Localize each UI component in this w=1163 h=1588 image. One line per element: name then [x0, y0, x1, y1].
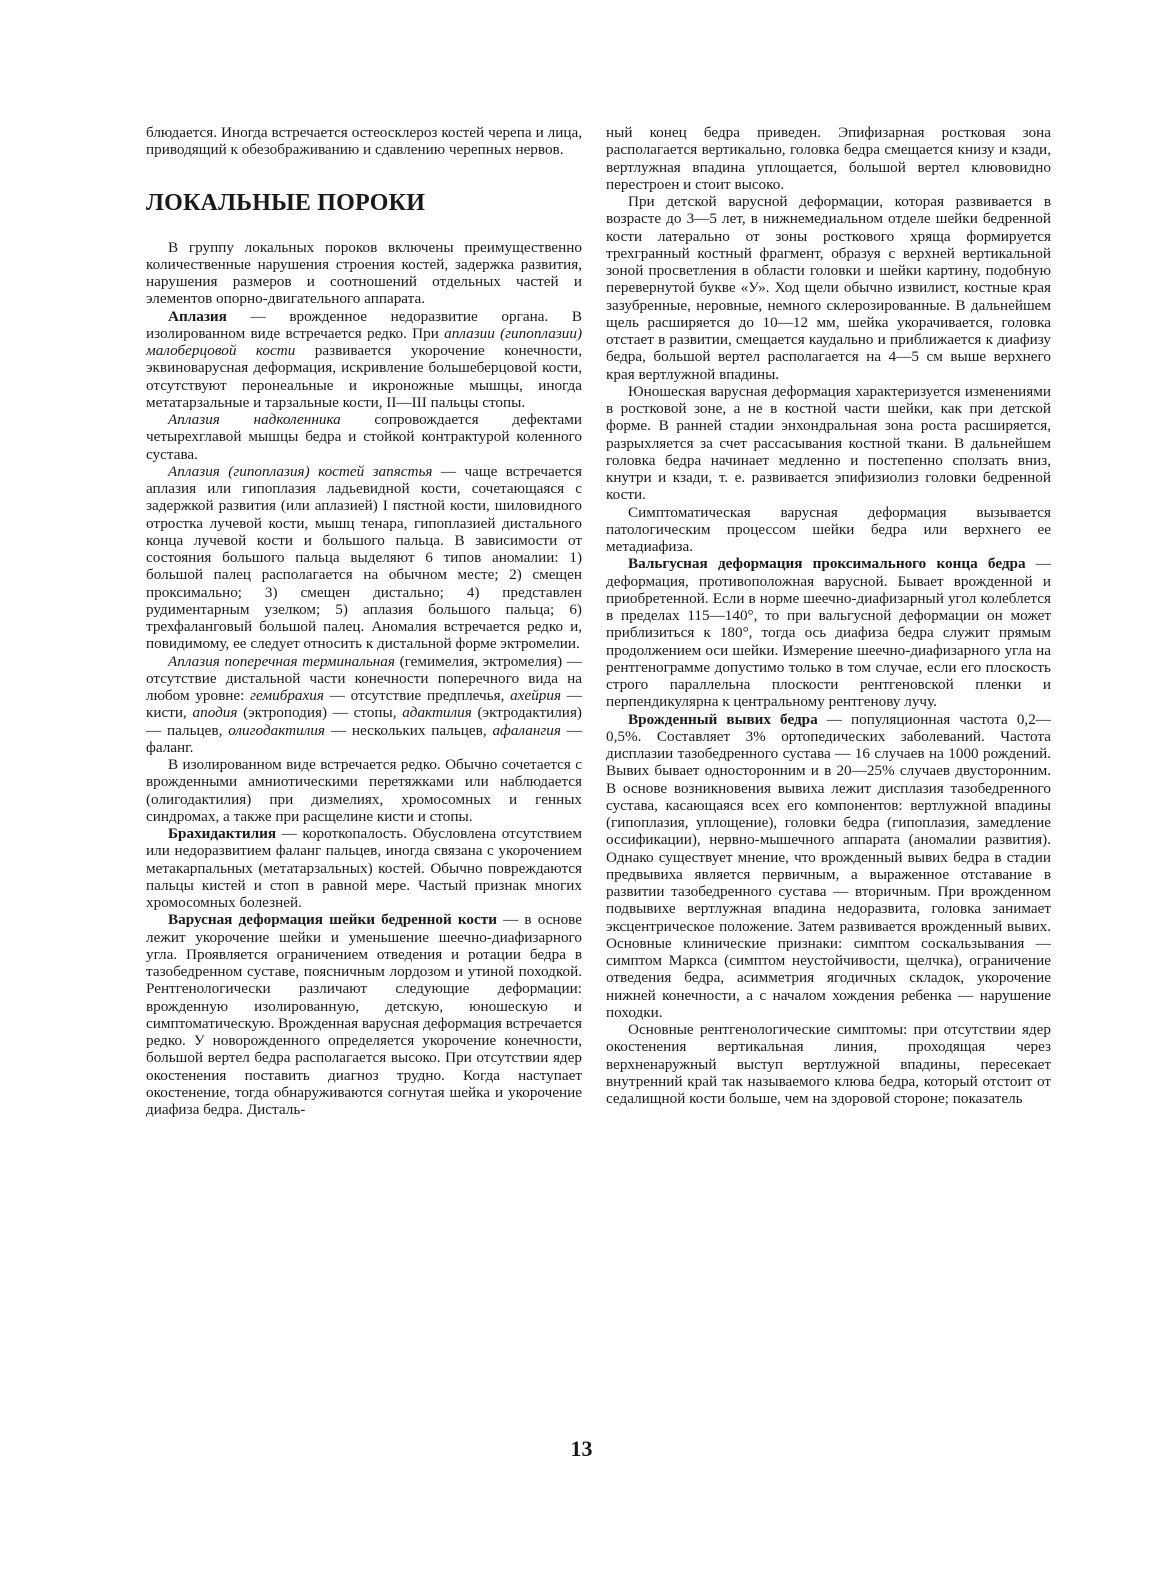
- text: развивается укорочение конечности, эквиноварусная деформация, искривление большеберцовой кости, отсутствуют перонеальные и икроножные мышцы, иногда метатарзальные и тарзальные кости, II—III пальцы стопы.: [146, 342, 582, 411]
- left-column: [146, 124, 582, 1118]
- term-italic: адактилия: [402, 704, 472, 722]
- text: (эктродактилия) — пальцев,: [146, 704, 582, 739]
- text: (эктроподия) — стопы,: [237, 704, 403, 722]
- term-italic: олигодактилия: [228, 721, 325, 739]
- paragraph: Юношеская варусная деформация характеризуется изменениями в ростковой зоне, а не в костной части шейки, как при детской форме. В ранней стадии энхондральная зона роста расширяется, разрыхляется за счет рассасывания костной ткани. В дальнейшем головка бедра начинает медленно и постепенно сползать вниз, кнутри и кзади, т. е. развивается эпифизиолиз головки бедренной кости.: [606, 382, 1051, 504]
- text: (гемимелия, эктромелия) — отсутствие дистальной части конечности поперечного вида на любом уровне:: [146, 652, 583, 704]
- text: — фаланг.: [146, 721, 582, 756]
- paragraph: [146, 825, 582, 911]
- paragraph: При детской варусной деформации, которая развивается в возрасте до 3—5 лет, в нижнемедиальном отделе шейки бедренной кости латерально от зоны росткового хряща формируется трехгранный костный фрагмент, образуя с верхней вертикальной зоной просветления в области головки и шейки картину, подобную перевернутой букве «У». Ход щели обычно извилист, костные края зазубренные, неровные, немного склерозированные. В дальнейшем щель расширяется до 10—12 мм, шейка укорачивается, головка отстает в развитии, смещается каудально и приближается к диафизу бедра, большой вертел располагается на 4—5 см выше верхнего края вертлужной впадины.: [606, 193, 1051, 383]
- text: — в основе лежит укорочение шейки и уменьшение шеечно-диафизарного угла. Проявляется ограничением отведения и ротации бедра в тазобедренном суставе, поясничным лордозом и утиной походкой. Рентгенологически различают следующие деформации: врожденную изолированную, детскую, юношескую и симптоматическую. Врожденная варусная деформация встречается редко. У новорожденного определяется укорочение конечности, большой вертел бедра располагается высоко. При отсутствии ядер окостенения поставить диагноз трудно. Когда наступает окостенение, тогда обнаруживаются согнутая шейка и укорочение диафиза бедра. Дисталь-: [146, 911, 582, 1118]
- term: Аплазия: [168, 307, 227, 325]
- term-italic: Аплазия надколенника: [168, 411, 341, 428]
- right-column: [606, 124, 1051, 1107]
- paragraph: [146, 463, 582, 653]
- paragraph: В изолированном виде встречается редко. Обычно сочетается с врожденными амниотическими перетяжками или наблюдается (олигодактилия) при дизмелиях, хромосомных и генных синдромах, а также при расщелине кисти и стопы.: [146, 756, 582, 825]
- text: — деформация, противоположная варусной. Бывает врожденной и приобретенной. Если в норме шеечно-диафизарный угол колеблется в пределах 115—140°, то при вальгусной деформации он может приблизиться к 180°, тогда ось диафиза бедра служит прямым продолжением оси шейки. Измерение шеечно-диафизарного угла на рентгенограмме допустимо только в том случае, если его плоскость строго параллельна плоскости рентгеновской пленки и перпендикулярна к центральному рентгенову лучу.: [606, 555, 1051, 711]
- paragraph: [146, 308, 582, 412]
- text: — нескольких пальцев,: [324, 721, 493, 739]
- text: — кисти,: [146, 687, 583, 722]
- term-italic: Аплазия поперечная терминальная: [168, 652, 395, 670]
- paragraph: [146, 653, 582, 757]
- paragraph: Основные рентгенологические симптомы: при отсутствии ядер окостенения вертикальная линия, проходящая через верхненаружный выступ вертлужной впадины, пересекает внутренний край так называемого клюва бедра, который отстоит от седалищной кости больше, чем на здоровой стороне; показатель: [606, 1021, 1051, 1107]
- paragraph: ный конец бедра приведен. Эпифизарная ростковая зона располагается вертикально, головка бедра смещается книзу и кзади, вертлужная впадина уплощается, большой вертел клювовидно перестроен и стоит высоко.: [606, 124, 1051, 193]
- text: — короткопалость. Обусловлена отсутствием или недоразвитием фаланг пальцев, иногда связана с укорочением метакарпальных (метатарзальных) костей. Обычно повреждаются пальцы кистей и стоп в равной мере. Частый признак многих хромосомных болезней.: [146, 825, 582, 911]
- paragraph: блюдается. Иногда встречается остеосклероз костей черепа и лица, приводящий к обезображиванию и сдавлению черепных нервов.: [146, 124, 582, 159]
- paragraph: В группу локальных пороков включены преимущественно количественные нарушения строения костей, задержка развития, нарушения размеров и соотношений отдельных частей и элементов опорно-двигательного аппарата.: [146, 238, 582, 308]
- term-italic: аплазии (гипоплазии) малоберцовой кости: [146, 324, 583, 359]
- text: — отсутствие предплечья,: [323, 687, 511, 704]
- section-heading: ЛОКАЛЬНЫЕ ПОРОКИ: [146, 189, 426, 216]
- paragraph: [146, 411, 582, 463]
- term-italic: ахейрия: [510, 687, 562, 704]
- text: — чаще встречается аплазия или гипоплазия ладьевидной кости, сочетающаяся с задержкой развития (или аплазией) I пястной кости, шиловидного отростка лучевой кости, мышц тенара, гипоплазией дистального конца лучевой кости и большого пальца. В зависимости от состояния большого пальца выделяют 6 типов аномалии: 1) большой палец располагается на обычном месте; 2) смещен проксимально; 3) смещен дистально; 4) представлен рудиментарным узелком; 5) аплазия большого пальца; 6) трехфаланговый большой палец. Аномалия встречается редко и, повидимому, ее следует относить к дистальной форме эктромелии.: [146, 462, 583, 653]
- text: — популяционная частота 0,2—0,5%. Составляет 3% ортопедических заболеваний. Частота дисплазии тазобедренного сустава — 16 случаев на 1000 рождений. Вывих бывает односторонним и в 20—25% случаев двусторонним. В основе возникновения вывиха лежит дисплазия тазобедренного сустава, касающаяся всех его компонентов: вертлужной впадины (гипоплазия, уплощение), головки бедра (гипоплазия, замедление оссификации), нервно-мышечного аппарата (аномалии развития). Однако существует мнение, что врожденный вывих бедра в стадии предвывиха является первичным, а выраженное отставание в развитии тазобедренного сустава — вторичным. При врожденном подвывихе вертлужная впадина недоразвита, головка занимает эксцентрическое положение. Затем развивается врожденный вывих. Основные клинические признаки: симптом соскальзывания — симптом Маркса (симптом неустойчивости, щелчка), ограничение отведения бедра, асимметрия ягодичных складок, укорочение нижней конечности, а с началом хождения ребенка — нарушение походки.: [606, 710, 1051, 1021]
- term: Вальгусная деформация проксимального конца бедра: [628, 555, 1026, 573]
- term-italic: гемибрахия: [250, 687, 324, 704]
- paragraph: [146, 911, 582, 1118]
- paragraph: Симптоматическая варусная деформация вызывается патологическим процессом шейки бедра или верхнего ее метадиафиза.: [606, 503, 1051, 555]
- text: — врожденное недоразвитие органа. В изолированном виде встречается редко. При: [146, 307, 582, 342]
- term: Врожденный вывих бедра: [628, 710, 818, 728]
- term: Брахидактилия: [168, 825, 277, 842]
- text: сопровождается дефектами четырехглавой мышцы бедра и стойкой контрактурой коленного сустава.: [146, 411, 582, 463]
- paragraph: [606, 555, 1051, 710]
- page-number: 13: [570, 1436, 593, 1461]
- term-italic: афалангия: [492, 721, 561, 739]
- paragraph: [606, 711, 1051, 1022]
- term-italic: Аплазия (гипоплазия) костей запястья: [168, 462, 433, 480]
- term: Варусная деформация шейки бедренной кости: [168, 911, 497, 929]
- term-italic: аподия: [192, 704, 238, 722]
